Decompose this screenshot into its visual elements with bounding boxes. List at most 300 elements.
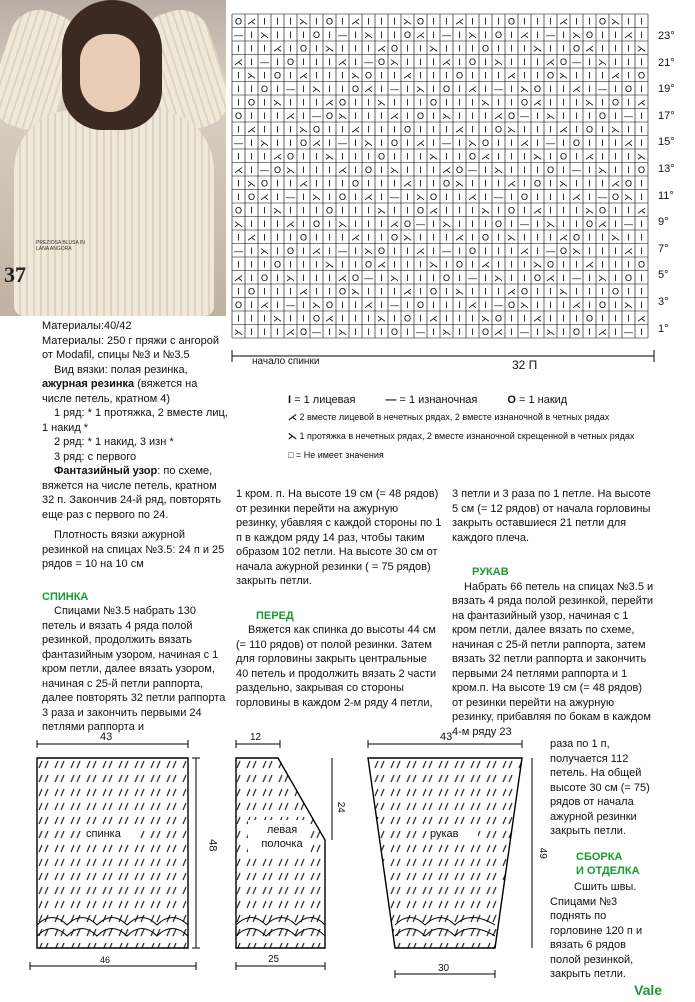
legend-knit: I = 1 лицевая xyxy=(288,394,356,406)
chart-cell-symbol: I xyxy=(601,286,604,297)
chart-cell-symbol: O xyxy=(390,327,399,337)
chart-cell-symbol: I xyxy=(627,57,630,67)
chart-cell-symbol: ⋌ xyxy=(286,327,295,337)
chart-cell-symbol: — xyxy=(572,165,581,175)
chart-cell-symbol: I xyxy=(575,259,578,270)
model-photo xyxy=(0,0,226,316)
chart-cell-symbol: ⋋ xyxy=(520,84,529,94)
chart-cell-symbol: I xyxy=(627,205,630,216)
chart-cell-symbol: O xyxy=(429,286,438,297)
rib-row-2: 2 ряд: * 1 накид, 3 изн * xyxy=(54,436,174,448)
chart-cell-symbol: O xyxy=(364,70,373,81)
chart-cell-symbol: ⋌ xyxy=(299,70,308,81)
chart-cell-symbol: I xyxy=(302,246,305,256)
chart-cell-symbol: I xyxy=(549,192,552,202)
chart-cell-symbol: ⋋ xyxy=(481,205,490,216)
chart-cell-symbol: I xyxy=(380,84,383,94)
chart-repeat-label: 32 П xyxy=(512,358,538,372)
chart-cell-symbol: ⋋ xyxy=(546,219,555,229)
chart-cell-symbol: I xyxy=(276,30,279,40)
chart-cell-symbol: I xyxy=(302,57,305,67)
chart-cell-symbol: O xyxy=(481,43,490,54)
chart-cell-symbol: O xyxy=(364,165,373,175)
chart-cell-symbol: I xyxy=(263,219,266,229)
chart-cell-symbol: ⋌ xyxy=(416,138,425,148)
chart-cell-symbol: I xyxy=(640,327,643,337)
chart-cell-symbol: — xyxy=(494,192,503,202)
chart-cell-symbol: ⋋ xyxy=(429,259,438,270)
chart-cell-symbol: I xyxy=(523,205,526,216)
chart-cell-symbol: ⋋ xyxy=(559,70,568,81)
chart-cell-symbol: — xyxy=(338,30,347,40)
chart-cell-symbol: I xyxy=(289,124,292,135)
chart-cell-symbol: I xyxy=(601,97,604,108)
chart-row-number: 17° xyxy=(658,109,675,122)
chart-cell-symbol: O xyxy=(234,205,243,216)
chart-cell-symbol: O xyxy=(520,192,529,202)
chart-cell-symbol: I xyxy=(484,84,487,94)
chart-cell-symbol: I xyxy=(263,43,266,54)
chart-cell-symbol: I xyxy=(471,16,474,27)
chart-cell-symbol: I xyxy=(419,178,422,189)
chart-cell-symbol: I xyxy=(406,259,409,270)
chart-cell-symbol: I xyxy=(562,30,565,40)
chart-cell-symbol: I xyxy=(458,313,461,324)
chart-cell-symbol: ⋌ xyxy=(559,16,568,27)
chart-cell-symbol: ⋌ xyxy=(390,219,399,229)
chart-cell-symbol: ⋌ xyxy=(273,43,282,54)
chart-cell-symbol: I xyxy=(250,84,253,94)
chart-cell-symbol: I xyxy=(354,165,357,175)
chart-cell-symbol: I xyxy=(536,219,539,229)
chart-cell-symbol: I xyxy=(497,138,500,148)
chart-cell-symbol: I xyxy=(380,165,383,175)
chart-cell-symbol: I xyxy=(510,273,513,283)
chart-cell-symbol: O xyxy=(273,259,282,270)
chart-cell-symbol: — xyxy=(312,111,321,121)
chart-cell-symbol: ⋋ xyxy=(455,286,464,297)
chart-cell-symbol: ⋋ xyxy=(494,57,503,67)
chart-cell-symbol: I xyxy=(367,97,370,108)
chart-cell-symbol: I xyxy=(393,205,396,216)
chart-cell-symbol: I xyxy=(536,192,539,202)
chart-cell-symbol: I xyxy=(640,192,643,202)
chart-cell-symbol: I xyxy=(562,192,565,202)
legend-purl: — = 1 изнаночная xyxy=(385,394,478,406)
front-text: Вяжется как спинка до высоты 44 см (= 110 рядов) от полой резинки. Затем для горловины закрыть центральные 40 петель и продолжить вязать 2 части раздельно, закрывая со стороны горловины в каждом 2-м ряду 4 петли, xyxy=(236,624,437,709)
chart-cell-symbol: I xyxy=(289,30,292,40)
chart-cell-symbol: I xyxy=(549,178,552,189)
chart-cell-symbol: I xyxy=(549,300,552,310)
sleeve-text: Набрать 66 петель на спицах №3.5 и вязать 4 ряда полой резинкой, перейти на фантазийный узор, начиная с 1 кром петли, далее вязать по схеме, начиная с 25-й петли раппорта, затем вязать 32 петли раппорта и закончить первыми 24 петлями раппорта и 1 кром.п. На высоте 19 см (= 48 рядов) от резинки перейти на ажурную резинку, прибавляя по бокам в каждом 4-м ряду 23 xyxy=(452,580,654,738)
chart-cell-symbol: I xyxy=(562,111,565,121)
chart-cell-symbol: I xyxy=(354,43,357,54)
chart-cell-symbol: I xyxy=(289,178,292,189)
chart-start-label: начало спинки xyxy=(252,356,320,367)
chart-cell-symbol: I xyxy=(328,84,331,94)
chart-cell-symbol: I xyxy=(302,30,305,40)
chart-cell-symbol: ⋌ xyxy=(234,165,243,175)
chart-cell-symbol: I xyxy=(640,111,643,121)
chart-cell-symbol: I xyxy=(406,273,409,283)
chart-cell-symbol: ⋋ xyxy=(429,43,438,54)
chart-cell-symbol: I xyxy=(445,16,448,27)
chart-cell-symbol: I xyxy=(302,300,305,310)
chart-cell-symbol: I xyxy=(536,246,539,256)
chart-cell-symbol: I xyxy=(497,70,500,81)
chart-cell-symbol: I xyxy=(601,124,604,135)
chart-cell-symbol: I xyxy=(575,16,578,27)
chart-cell-symbol: I xyxy=(484,219,487,229)
chart-cell-symbol: ⋋ xyxy=(260,138,269,148)
chart-cell-symbol: I xyxy=(263,16,266,27)
front-text-cont: 3 петли и 3 раза по 1 петле. На высоте 5 см (= 12 рядов) от начала горловины закрыть оставшиеся 21 петли для каждого плеча. xyxy=(452,488,651,544)
chart-cell-symbol: I xyxy=(263,111,266,121)
chart-cell-symbol: I xyxy=(640,16,643,27)
chart-cell-symbol: ⋌ xyxy=(611,178,620,189)
chart-cell-symbol: ⋋ xyxy=(598,57,607,67)
chart-cell-symbol: — xyxy=(624,219,633,229)
chart-cell-symbol: I xyxy=(380,124,383,135)
chart-cell-symbol: — xyxy=(624,111,633,121)
chart-cell-symbol: I xyxy=(588,286,591,297)
chart-cell-symbol: I xyxy=(497,43,500,54)
chart-row-number: 13° xyxy=(658,163,675,175)
chart-cell-symbol: ⋋ xyxy=(325,151,334,162)
chart-cell-symbol: I xyxy=(575,219,578,229)
chart-cell-symbol: I xyxy=(367,286,370,297)
chart-cell-symbol: I xyxy=(276,178,279,189)
chart-cell-symbol: I xyxy=(471,43,474,54)
chart-cell-symbol: I xyxy=(445,43,448,54)
chart-cell-symbol: I xyxy=(510,165,513,175)
chart-cell-symbol: ⋋ xyxy=(637,151,646,162)
chart-cell-symbol: I xyxy=(562,138,565,148)
chart-cell-symbol: ⋋ xyxy=(520,300,529,310)
chart-cell-symbol: I xyxy=(562,84,565,94)
chart-cell-symbol: O xyxy=(312,219,321,229)
chart-cell-symbol: O xyxy=(299,327,308,337)
chart-cell-symbol: ⋌ xyxy=(403,286,412,297)
photo-caption: PREZIOSA BLUSA IN LANA ANGORA xyxy=(36,240,85,252)
chart-cell-symbol: I xyxy=(471,259,474,270)
chart-cell-symbol: I xyxy=(406,192,409,202)
chart-cell-symbol: ⋌ xyxy=(338,165,347,175)
chart-cell-symbol: O xyxy=(286,151,295,162)
chart-cell-symbol: I xyxy=(445,300,448,310)
chart-cell-symbol: I xyxy=(484,16,487,27)
chart-cell-symbol: I xyxy=(471,205,474,216)
chart-cell-symbol: I xyxy=(549,151,552,162)
chart-cell-symbol: I xyxy=(640,30,643,40)
chart-cell-symbol: ⋋ xyxy=(312,192,321,202)
chart-cell-symbol: I xyxy=(315,286,318,297)
chart-cell-symbol: — xyxy=(572,57,581,67)
chart-cell-symbol: I xyxy=(276,300,279,310)
chart-cell-symbol: I xyxy=(458,97,461,108)
chart-cell-symbol: I xyxy=(536,300,539,310)
chart-cell-symbol: I xyxy=(601,70,604,81)
chart-cell-symbol: I xyxy=(614,43,617,54)
chart-cell-symbol: I xyxy=(354,192,357,202)
chart-cell-symbol: O xyxy=(338,286,347,297)
chart-cell-symbol: I xyxy=(354,138,357,148)
chart-cell-symbol: I xyxy=(328,178,331,189)
chart-cell-symbol: ⋋ xyxy=(338,219,347,229)
sleeve-top-dim: 43 xyxy=(440,731,453,743)
chart-cell-symbol: ⋋ xyxy=(273,97,282,108)
chart-cell-symbol: I xyxy=(471,97,474,108)
chart-cell-symbol: I xyxy=(458,273,461,283)
chart-cell-symbol: I xyxy=(367,124,370,135)
chart-cell-symbol: I xyxy=(575,151,578,162)
legend-k2tog: ⋌ 2 вместе лицевой в нечетных рядах, 2 вместе изнаночной в четных рядах xyxy=(288,412,610,422)
chart-cell-symbol: — xyxy=(546,138,555,148)
chart-cell-symbol: I xyxy=(640,84,643,94)
chart-cell-symbol: — xyxy=(286,300,295,310)
chart-cell-symbol: ⋋ xyxy=(403,16,412,27)
chart-cell-symbol: I xyxy=(614,138,617,148)
chart-cell-symbol: I xyxy=(484,57,487,67)
chart-cell-symbol: I xyxy=(263,327,266,337)
chart-cell-symbol: O xyxy=(338,97,347,108)
chart-cell-symbol: I xyxy=(458,30,461,40)
chart-cell-symbol: I xyxy=(250,151,253,162)
chart-cell-symbol: I xyxy=(367,205,370,216)
chart-cell-symbol: ⋌ xyxy=(338,273,347,283)
chart-cell-symbol: O xyxy=(598,205,607,216)
chart-cell-symbol: O xyxy=(637,165,646,175)
chart-cell-symbol: ⋋ xyxy=(351,286,360,297)
chart-cell-symbol: I xyxy=(380,178,383,189)
assembly-text: Сшить швы. Спицами №3 поднять по горловине 120 п и вязать 6 рядов полой резинкой, закрыть петли. xyxy=(550,881,643,980)
chart-cell-symbol: ⋋ xyxy=(364,30,373,40)
chart-cell-symbol: I xyxy=(289,138,292,148)
chart-cell-symbol: I xyxy=(393,286,396,297)
chart-cell-symbol: ⋋ xyxy=(507,124,516,135)
chart-cell-symbol: I xyxy=(406,327,409,337)
chart-cell-symbol: I xyxy=(328,138,331,148)
chart-cell-symbol: I xyxy=(432,232,435,243)
chart-cell-symbol: I xyxy=(315,43,318,54)
chart-cell-symbol: — xyxy=(312,327,321,337)
chart-cell-symbol: I xyxy=(614,30,617,40)
chart-cell-symbol: O xyxy=(273,165,282,175)
chart-cell-symbol: O xyxy=(455,259,464,270)
chart-cell-symbol: I xyxy=(432,70,435,81)
chart-cell-symbol: — xyxy=(364,273,373,283)
chart-cell-symbol: I xyxy=(406,205,409,216)
chart-cell-symbol: I xyxy=(562,165,565,175)
middle-column xyxy=(236,487,442,710)
chart-cell-symbol: ⋋ xyxy=(533,151,542,162)
chart-cell-symbol: I xyxy=(341,151,344,162)
sleeve-text-cont: раза по 1 п, получается 112 петель. На общей высоте 30 см (= 75) рядов от начала ажурной резинки закрыть петли. xyxy=(550,738,650,837)
chart-cell-symbol: I xyxy=(315,205,318,216)
chart-cell-symbol: O xyxy=(624,273,633,283)
chart-cell-symbol: O xyxy=(416,111,425,121)
chart-cell-symbol: I xyxy=(458,84,461,94)
chart-cell-symbol: I xyxy=(328,232,331,243)
chart-cell-symbol: ⋋ xyxy=(325,43,334,54)
chart-cell-symbol: I xyxy=(393,151,396,162)
chart-cell-symbol: I xyxy=(445,97,448,108)
chart-cell-symbol: — xyxy=(390,84,399,94)
chart-cell-symbol: I xyxy=(406,138,409,148)
chart-cell-symbol: I xyxy=(289,205,292,216)
chart-cell-symbol: ⋋ xyxy=(468,138,477,148)
chart-cell-symbol: I xyxy=(484,124,487,135)
chart-cell-symbol: — xyxy=(234,246,243,256)
chart-cell-symbol: I xyxy=(432,165,435,175)
back-label: спинка xyxy=(86,828,121,840)
chart-cell-symbol: ⋌ xyxy=(364,192,373,202)
chart-cell-symbol: O xyxy=(585,30,594,40)
chart-cell-symbol: ⋌ xyxy=(247,124,256,135)
chart-cell-symbol: I xyxy=(575,70,578,81)
chart-cell-symbol: I xyxy=(341,84,344,94)
chart-cell-symbol: I xyxy=(510,327,513,337)
chart-cell-symbol: O xyxy=(611,97,620,108)
chart-cell-symbol: I xyxy=(263,286,266,297)
chart-cell-symbol: I xyxy=(588,138,591,148)
chart-cell-symbol: ⋌ xyxy=(286,219,295,229)
chart-cell-symbol: O xyxy=(351,178,360,189)
chart-cell-symbol: I xyxy=(432,84,435,94)
chart-cell-symbol: I xyxy=(601,246,604,256)
chart-cell-symbol: O xyxy=(416,300,425,310)
chart-cell-symbol: ⋋ xyxy=(416,84,425,94)
chart-cell-symbol: ⋋ xyxy=(390,165,399,175)
chart-cell-symbol: I xyxy=(627,232,630,243)
chart-cell-symbol: O xyxy=(299,43,308,54)
chart-cell-symbol: I xyxy=(263,97,266,108)
chart-cell-symbol: I xyxy=(328,273,331,283)
chart-cell-symbol: O xyxy=(455,165,464,175)
chart-cell-symbol: O xyxy=(390,138,399,148)
chart-cell-symbol: I xyxy=(315,57,318,67)
chart-cell-symbol: ⋌ xyxy=(416,30,425,40)
chart-cell-symbol: I xyxy=(393,16,396,27)
chart-cell-symbol: ⋌ xyxy=(481,259,490,270)
chart-cell-symbol: O xyxy=(429,97,438,108)
chart-cell-symbol: ⋋ xyxy=(416,192,425,202)
chart-cell-symbol: ⋌ xyxy=(559,124,568,135)
chart-cell-symbol: I xyxy=(250,327,253,337)
sleeve-schematic xyxy=(368,740,532,978)
chart-cell-symbol: ⋌ xyxy=(377,259,386,270)
chart-cell-symbol: ⋋ xyxy=(377,313,386,324)
chart-cell-symbol: O xyxy=(299,232,308,243)
chart-cell-symbol: ⋌ xyxy=(533,313,542,324)
chart-cell-symbol: I xyxy=(354,327,357,337)
chart-cell-symbol: I xyxy=(406,165,409,175)
chart-cell-symbol: I xyxy=(523,259,526,270)
chart-cell-symbol: ⋌ xyxy=(442,165,451,175)
chart-cell-symbol: I xyxy=(380,327,383,337)
chart-cell-symbol: I xyxy=(523,165,526,175)
chart-cell-symbol: O xyxy=(325,16,334,27)
chart-cell-symbol: I xyxy=(367,16,370,27)
chart-cell-symbol: I xyxy=(263,151,266,162)
chart-cell-symbol: I xyxy=(484,178,487,189)
chart-cell-symbol: I xyxy=(614,84,617,94)
chart-cell-symbol: ⋌ xyxy=(572,192,581,202)
chart-cell-symbol: I xyxy=(328,70,331,81)
chart-cell-symbol: ⋌ xyxy=(260,300,269,310)
chart-cell-symbol: — xyxy=(520,111,529,121)
chart-cell-symbol: O xyxy=(338,192,347,202)
chart-cell-symbol: I xyxy=(250,111,253,121)
chart-cell-symbol: I xyxy=(289,259,292,270)
chart-cell-symbol: I xyxy=(237,178,240,189)
chart-cell-symbol: — xyxy=(468,165,477,175)
legend-none: □ = Не имеет значения xyxy=(288,450,384,460)
chart-cell-symbol: I xyxy=(614,300,617,310)
chart-cell-symbol: I xyxy=(237,84,240,94)
chart-cell-symbol: O xyxy=(351,273,360,283)
back-bottom-dim: 46 xyxy=(100,955,111,965)
chart-cell-symbol: I xyxy=(237,286,240,297)
chart-cell-symbol: I xyxy=(471,286,474,297)
chart-cell-symbol: I xyxy=(367,178,370,189)
chart-cell-symbol: ⋋ xyxy=(585,205,594,216)
chart-cell-symbol: I xyxy=(536,165,539,175)
chart-cell-symbol: I xyxy=(406,300,409,310)
chart-cell-symbol: O xyxy=(247,97,256,108)
rib-row-3: 3 ряд: с первого xyxy=(54,450,137,463)
chart-cell-symbol: I xyxy=(406,97,409,108)
chart-cell-symbol: I xyxy=(497,97,500,108)
chart-cell-symbol: I xyxy=(406,43,409,54)
chart-cell-symbol: ⋌ xyxy=(533,205,542,216)
chart-cell-symbol: I xyxy=(432,57,435,67)
chart-cell-symbol: ⋌ xyxy=(624,246,633,256)
chart-cell-symbol: I xyxy=(523,70,526,81)
chart-cell-symbol: ⋋ xyxy=(429,151,438,162)
chart-cell-symbol: O xyxy=(481,138,490,148)
chart-cell-symbol: ⋌ xyxy=(403,70,412,81)
chart-cell-symbol: ⋋ xyxy=(494,273,503,283)
chart-cell-symbol: I xyxy=(575,286,578,297)
chart-cell-symbol: ⋌ xyxy=(624,30,633,40)
chart-cell-symbol: I xyxy=(380,286,383,297)
chart-cell-symbol: I xyxy=(588,165,591,175)
chart-row-number: 15° xyxy=(658,136,675,149)
chart-cell-symbol: ⋌ xyxy=(572,300,581,310)
chart-cell-symbol: ⋋ xyxy=(273,205,282,216)
assembly-title: СБОРКА И ОТДЕЛКА xyxy=(576,851,640,877)
chart-cell-symbol: O xyxy=(559,246,568,256)
chart-cell-symbol: I xyxy=(640,232,643,243)
chart-cell-symbol: I xyxy=(562,327,565,337)
chart-cell-symbol: I xyxy=(276,192,279,202)
chart-cell-symbol: O xyxy=(273,70,282,81)
chart-legend xyxy=(288,394,688,460)
chart-cell-symbol: I xyxy=(328,165,331,175)
materials-sizes: Материалы:40/42 xyxy=(42,320,132,332)
chart-cell-symbol: I xyxy=(276,232,279,243)
chart-cell-symbol: I xyxy=(536,30,539,40)
chart-cell-symbol: I xyxy=(276,57,279,67)
chart-cell-symbol: I xyxy=(328,30,331,40)
chart-cell-symbol: I xyxy=(315,70,318,81)
chart-cell-symbol: I xyxy=(484,300,487,310)
chart-cell-symbol: ⋌ xyxy=(533,97,542,108)
chart-cell-symbol: I xyxy=(458,43,461,54)
chart-cell-symbol: O xyxy=(520,286,529,297)
chart-cell-symbol: I xyxy=(614,205,617,216)
